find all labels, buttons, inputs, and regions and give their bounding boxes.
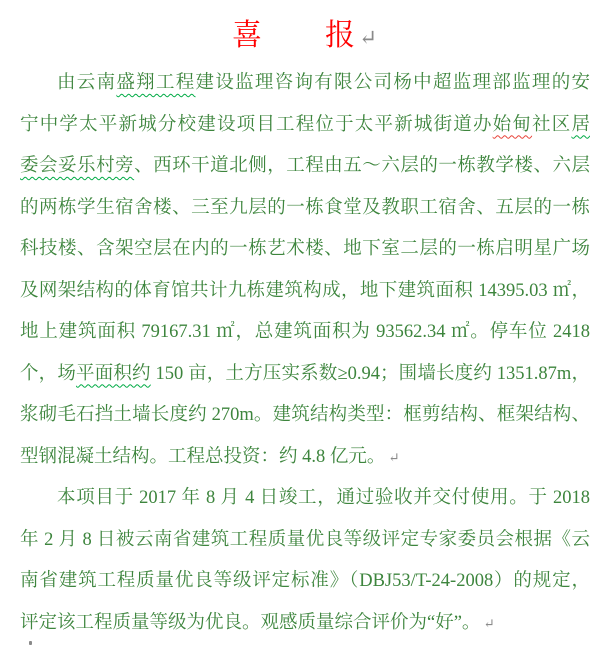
text-line [20,271,590,313]
text-line [20,603,590,645]
text-line [20,354,590,396]
paragraph [20,63,590,478]
text-segment: 本项目于 2017 年 8 月 4 日竣工，通过验收并交付使用。于 2018 [57,488,590,508]
spellcheck-flagged-text: 居 [571,114,590,135]
text-segment: 的两栋学生宿舍楼、三至九层的一栋食堂及教职工宿舍、五层的一栋 [20,197,590,218]
text-segment: 评定该工程质量等级为优良。观感质量综合评价为“好”。 [20,612,481,633]
spellcheck-flagged-text: 委会妥乐村旁 [20,156,135,176]
text-segment: 150 亩，土方压实系数≥0.94；围墙长度约 1351.87m， [150,363,590,384]
paragraph-mark-icon: ↵ [388,449,400,465]
title-text: 喜 报 [231,19,356,52]
text-segment: 建设监理咨询有限公司杨中超监理部监理的安 [195,73,590,93]
paragraph-mark-icon: ↵ [358,26,378,50]
text-segment: 、西环干道北侧，工程由五～六层的一栋教学楼、六层 [134,156,590,176]
text-segment: 浆砌毛石挡土墙长度约 270m。建筑结构类型：框剪结构、框架结构、 [20,405,590,425]
text-line [20,437,590,479]
text-segment: 科技楼、含架空层在内的一栋艺术楼、地下室二层的一栋启明星广场 [20,239,590,259]
text-line [20,395,590,437]
text-segment: 由云南 [57,73,117,93]
text-line [20,561,590,603]
text-line [20,229,590,271]
spellcheck-flagged-text: 始甸 [492,114,533,135]
spellcheck-flagged-text: 盛翔工程 [116,73,196,93]
text-segment: 社区 [532,114,572,135]
text-line [20,105,590,147]
text-line [20,146,590,188]
text-segment: 宁中学太平新城分校建设项目工程位于太平新城街道办 [20,114,493,135]
text-line [20,188,590,230]
text-segment: 型钢混凝土结构。工程总投资：约 4.8 亿元。 [20,446,386,467]
spellcheck-flagged-text: 平面积约 [76,363,151,384]
text-segment: 南省建筑工程质量优良等级评定标准》（DBJ53/T-24-2008）的规定， [20,571,590,591]
document-body [20,63,590,644]
text-line [20,63,590,105]
paragraph-mark-icon: ↵ [483,615,495,631]
page-title [0,10,609,54]
text-line [20,478,590,520]
text-segment: 个，场 [20,363,77,384]
paragraph [20,478,590,644]
cutoff-paragraph-mark-icon [29,641,32,645]
text-line [20,312,590,354]
text-segment: 地上建筑面积 79167.31 ㎡，总建筑面积为 93562.34 ㎡。停车位 2418 [20,322,590,342]
text-segment: 及网架结构的体育馆共计九栋建筑构成，地下建筑面积 14395.03 ㎡， [20,280,590,301]
text-line [20,520,590,562]
text-segment: 年 2 月 8 日被云南省建筑工程质量优良等级评定专家委员会根据《云 [20,529,590,550]
